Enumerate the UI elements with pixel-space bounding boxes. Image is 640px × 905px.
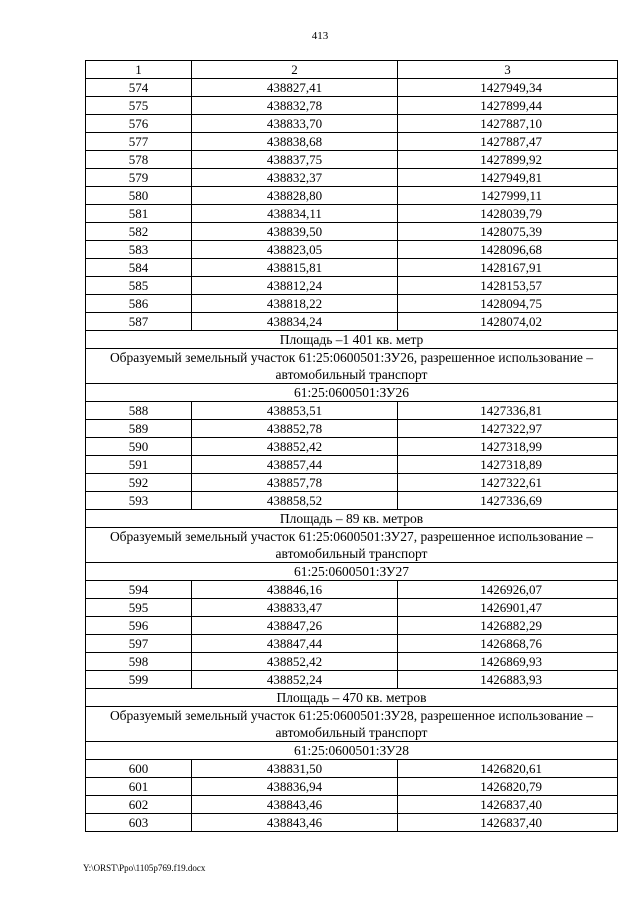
column-header: 1 bbox=[86, 61, 192, 79]
point-number: 588 bbox=[86, 402, 192, 420]
area-row: Площадь – 89 кв. метров bbox=[86, 510, 618, 528]
point-number: 582 bbox=[86, 223, 192, 241]
y-coordinate: 1428096,68 bbox=[398, 241, 618, 259]
y-coordinate: 1427336,81 bbox=[398, 402, 618, 420]
point-number: 580 bbox=[86, 187, 192, 205]
point-number: 583 bbox=[86, 241, 192, 259]
point-number: 603 bbox=[86, 814, 192, 832]
y-coordinate: 1427887,10 bbox=[398, 115, 618, 133]
point-number: 590 bbox=[86, 438, 192, 456]
point-number: 601 bbox=[86, 778, 192, 796]
table-row bbox=[86, 492, 618, 510]
y-coordinate: 1428153,57 bbox=[398, 277, 618, 295]
coordinates-block-2 bbox=[86, 402, 618, 510]
table-row bbox=[86, 581, 618, 599]
point-number: 596 bbox=[86, 617, 192, 635]
x-coordinate: 438823,05 bbox=[192, 241, 398, 259]
y-coordinate: 1427318,99 bbox=[398, 438, 618, 456]
y-coordinate: 1426882,29 bbox=[398, 617, 618, 635]
table-row bbox=[86, 474, 618, 492]
x-coordinate: 438857,78 bbox=[192, 474, 398, 492]
area-row: Площадь –1 401 кв. метр bbox=[86, 331, 618, 349]
x-coordinate: 438853,51 bbox=[192, 402, 398, 420]
x-coordinate: 438828,80 bbox=[192, 187, 398, 205]
point-number: 586 bbox=[86, 295, 192, 313]
x-coordinate: 438812,24 bbox=[192, 277, 398, 295]
table-row bbox=[86, 97, 618, 115]
table-row bbox=[86, 187, 618, 205]
y-coordinate: 1427999,11 bbox=[398, 187, 618, 205]
table-row bbox=[86, 205, 618, 223]
point-number: 579 bbox=[86, 169, 192, 187]
table-row bbox=[86, 760, 618, 778]
x-coordinate: 438852,78 bbox=[192, 420, 398, 438]
y-coordinate: 1428039,79 bbox=[398, 205, 618, 223]
x-coordinate: 438832,37 bbox=[192, 169, 398, 187]
point-number: 594 bbox=[86, 581, 192, 599]
x-coordinate: 438833,47 bbox=[192, 599, 398, 617]
y-coordinate: 1426926,07 bbox=[398, 581, 618, 599]
y-coordinate: 1428074,02 bbox=[398, 313, 618, 331]
table-row bbox=[86, 169, 618, 187]
x-coordinate: 438833,70 bbox=[192, 115, 398, 133]
table-row bbox=[86, 223, 618, 241]
x-coordinate: 438852,42 bbox=[192, 653, 398, 671]
x-coordinate: 438837,75 bbox=[192, 151, 398, 169]
parcel-code: 61:25:0600501:ЗУ27 bbox=[86, 563, 618, 581]
point-number: 602 bbox=[86, 796, 192, 814]
x-coordinate: 438847,44 bbox=[192, 635, 398, 653]
point-number: 587 bbox=[86, 313, 192, 331]
page-number: 413 bbox=[311, 30, 329, 42]
table-row bbox=[86, 617, 618, 635]
x-coordinate: 438838,68 bbox=[192, 133, 398, 151]
point-number: 593 bbox=[86, 492, 192, 510]
y-coordinate: 1427322,97 bbox=[398, 420, 618, 438]
x-coordinate: 438843,46 bbox=[192, 814, 398, 832]
x-coordinate: 438858,52 bbox=[192, 492, 398, 510]
point-number: 581 bbox=[86, 205, 192, 223]
table-row bbox=[86, 814, 618, 832]
y-coordinate: 1427322,61 bbox=[398, 474, 618, 492]
parcel-description: Образуемый земельный участок 61:25:0600501:ЗУ28, разрешенное использование – автомобильный транспорт bbox=[86, 707, 618, 742]
x-coordinate: 438839,50 bbox=[192, 223, 398, 241]
table-row bbox=[86, 277, 618, 295]
point-number: 589 bbox=[86, 420, 192, 438]
area-row: Площадь – 470 кв. метров bbox=[86, 689, 618, 707]
x-coordinate: 438836,94 bbox=[192, 778, 398, 796]
point-number: 591 bbox=[86, 456, 192, 474]
table-row bbox=[86, 456, 618, 474]
table-row bbox=[86, 653, 618, 671]
table-row bbox=[86, 259, 618, 277]
x-coordinate: 438831,50 bbox=[192, 760, 398, 778]
table-row bbox=[86, 635, 618, 653]
y-coordinate: 1426837,40 bbox=[398, 814, 618, 832]
y-coordinate: 1426868,76 bbox=[398, 635, 618, 653]
table-row bbox=[86, 778, 618, 796]
point-number: 592 bbox=[86, 474, 192, 492]
y-coordinate: 1427899,92 bbox=[398, 151, 618, 169]
y-coordinate: 1428094,75 bbox=[398, 295, 618, 313]
y-coordinate: 1427318,89 bbox=[398, 456, 618, 474]
x-coordinate: 438818,22 bbox=[192, 295, 398, 313]
x-coordinate: 438847,26 bbox=[192, 617, 398, 635]
table-header-row bbox=[86, 61, 618, 79]
table-row bbox=[86, 599, 618, 617]
y-coordinate: 1427949,81 bbox=[398, 169, 618, 187]
point-number: 585 bbox=[86, 277, 192, 295]
point-number: 598 bbox=[86, 653, 192, 671]
point-number: 576 bbox=[86, 115, 192, 133]
coordinates-block-4 bbox=[86, 760, 618, 832]
point-number: 597 bbox=[86, 635, 192, 653]
x-coordinate: 438834,24 bbox=[192, 313, 398, 331]
x-coordinate: 438843,46 bbox=[192, 796, 398, 814]
y-coordinate: 1426820,79 bbox=[398, 778, 618, 796]
table-row bbox=[86, 295, 618, 313]
x-coordinate: 438834,11 bbox=[192, 205, 398, 223]
point-number: 595 bbox=[86, 599, 192, 617]
table-row bbox=[86, 671, 618, 689]
table-row bbox=[86, 79, 618, 97]
table-row bbox=[86, 151, 618, 169]
point-number: 599 bbox=[86, 671, 192, 689]
x-coordinate: 438815,81 bbox=[192, 259, 398, 277]
point-number: 574 bbox=[86, 79, 192, 97]
table-row bbox=[86, 313, 618, 331]
y-coordinate: 1427899,44 bbox=[398, 97, 618, 115]
coordinates-block-3 bbox=[86, 581, 618, 689]
coordinates-block-1 bbox=[86, 79, 618, 331]
x-coordinate: 438852,24 bbox=[192, 671, 398, 689]
x-coordinate: 438827,41 bbox=[192, 79, 398, 97]
parcel-code: 61:25:0600501:ЗУ28 bbox=[86, 742, 618, 760]
y-coordinate: 1426820,61 bbox=[398, 760, 618, 778]
parcel-description: Образуемый земельный участок 61:25:0600501:ЗУ26, разрешенное использование – автомобильный транспорт bbox=[86, 349, 618, 384]
column-header: 3 bbox=[398, 61, 618, 79]
coordinates-table bbox=[85, 60, 618, 832]
point-number: 600 bbox=[86, 760, 192, 778]
y-coordinate: 1428167,91 bbox=[398, 259, 618, 277]
y-coordinate: 1427887,47 bbox=[398, 133, 618, 151]
point-number: 578 bbox=[86, 151, 192, 169]
y-coordinate: 1426883,93 bbox=[398, 671, 618, 689]
parcel-code: 61:25:0600501:ЗУ26 bbox=[86, 384, 618, 402]
y-coordinate: 1427336,69 bbox=[398, 492, 618, 510]
parcel-description: Образуемый земельный участок 61:25:0600501:ЗУ27, разрешенное использование – автомобильный транспорт bbox=[86, 528, 618, 563]
point-number: 577 bbox=[86, 133, 192, 151]
y-coordinate: 1426901,47 bbox=[398, 599, 618, 617]
table-row bbox=[86, 420, 618, 438]
x-coordinate: 438857,44 bbox=[192, 456, 398, 474]
table-row bbox=[86, 241, 618, 259]
x-coordinate: 438832,78 bbox=[192, 97, 398, 115]
table-row bbox=[86, 133, 618, 151]
file-path-footer: Y:\ORST\Ppo\1105p769.f19.docx bbox=[83, 863, 206, 873]
table-row bbox=[86, 115, 618, 133]
table-row bbox=[86, 796, 618, 814]
column-header: 2 bbox=[192, 61, 398, 79]
x-coordinate: 438852,42 bbox=[192, 438, 398, 456]
y-coordinate: 1426869,93 bbox=[398, 653, 618, 671]
y-coordinate: 1428075,39 bbox=[398, 223, 618, 241]
x-coordinate: 438846,16 bbox=[192, 581, 398, 599]
point-number: 575 bbox=[86, 97, 192, 115]
table-row bbox=[86, 402, 618, 420]
point-number: 584 bbox=[86, 259, 192, 277]
table-row bbox=[86, 438, 618, 456]
y-coordinate: 1427949,34 bbox=[398, 79, 618, 97]
y-coordinate: 1426837,40 bbox=[398, 796, 618, 814]
